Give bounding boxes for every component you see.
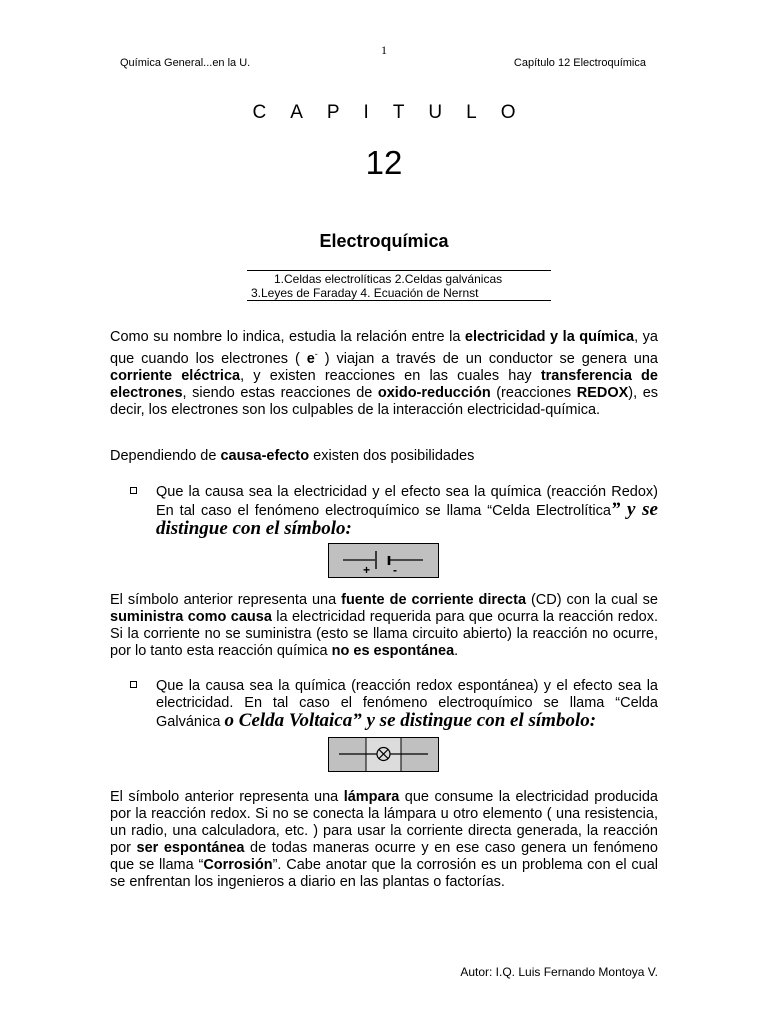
header-right: Capítulo 12 Electroquímica [513, 57, 646, 69]
dc-source-symbol [328, 543, 439, 578]
header-left: Química General...en la U. [120, 57, 251, 69]
lamp-paragraph: El símbolo anterior representa una lámpara que consume la electricidad producida por la reacción redox. Si no se conecta la lámpara u otro elemento ( una resistencia, un radio, una calculadora, etc. ) para usar la corriente directa generada, la reacción por ser espontánea de todas maneras ocurre y en ese caso genera un fenómeno que se llama “Corrosión”. Cabe anotar que la corrosión es un problema con el cual se enfrentan los ingenieros a diario en las plantas o factorías. [110, 789, 658, 890]
page-number: 1 [381, 43, 387, 57]
author-footer: Autor: I.Q. Luis Fernando Montoya V. [460, 965, 658, 979]
plus-sign: + [363, 563, 371, 577]
bullet-square-icon [130, 681, 137, 688]
bullet-galvanic-text: Que la causa sea la química (reacción redox espontánea) y el efecto sea la electricidad. En tal caso el fenómeno electroquímico se llama “Celda Galvánica o Celda Voltaica” y se distingue con el símbolo: [156, 678, 658, 731]
lamp-symbol [328, 737, 439, 772]
chapter-title: Electroquímica [319, 231, 449, 251]
chapter-word: CAPITULO [252, 102, 540, 123]
lamp-icon [329, 738, 438, 771]
bullet-electrolytic-text: Que la causa sea la electricidad y el efecto sea la química (reacción Redox) En tal caso el fenómeno electroquímico se llama “Celda Electrolítica” y se distingue con el símbolo: [156, 484, 658, 539]
dc-source-paragraph: El símbolo anterior representa una fuente de corriente directa (CD) con la cual se suministra como causa la electricidad requerida para que ocurra la reacción redox. Si la corriente no se suministra (esto se llama circuito abierto) la reacción no ocurre, por lo tanto esta reacción química no es espontánea. [110, 592, 659, 659]
intro-paragraph: Como su nombre lo indica, estudia la relación entre la electricidad y la química, ya que cuando los electrones ( e- ) viajan a través de un conductor se genera una corriente eléctrica, y existen reacciones en las cuales hay transferencia de electrones, siendo estas reacciones de oxido-reducción (reacciones REDOX), es decir, los electrones son los culpables de la interacción electricidad-química. [110, 329, 659, 418]
minus-sign: - [393, 563, 397, 577]
bullet-square-icon [130, 487, 137, 494]
chapter-contents [247, 270, 551, 301]
battery-icon [329, 544, 438, 577]
contents-line-1: 1.Celdas electrolíticas 2.Celdas galvánicas [274, 272, 503, 286]
cause-effect-paragraph: Dependiendo de causa-efecto existen dos posibilidades [110, 448, 475, 464]
chapter-number: 12 [365, 144, 403, 181]
contents-line-2: 3.Leyes de Faraday 4. Ecuación de Nernst [251, 286, 479, 300]
